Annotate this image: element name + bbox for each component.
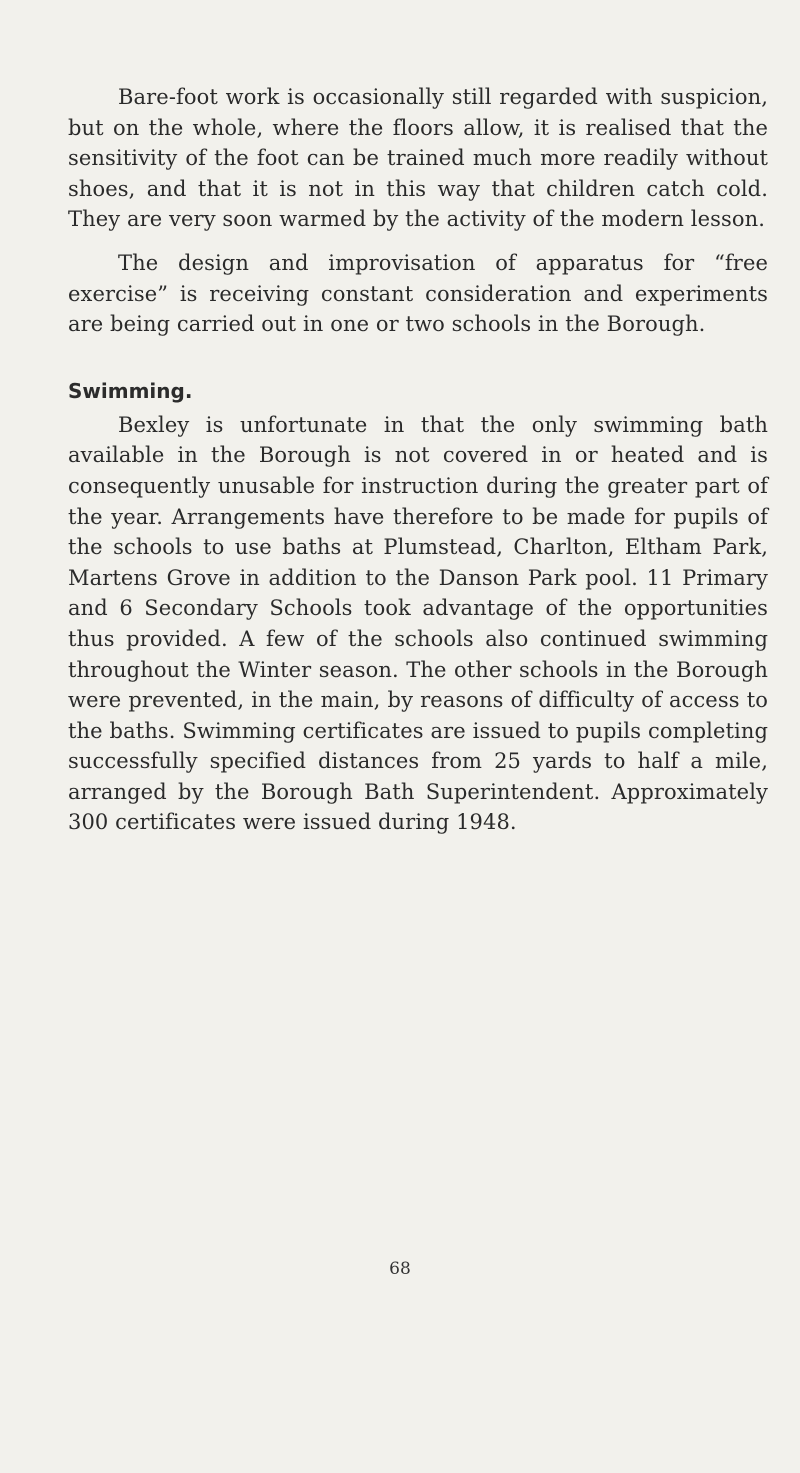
paragraph-apparatus-design: The design and improvisation of apparatus for “free exercise” is receiving constant consideration and experiments are being carried out in one or two schools in the Borough.	[68, 250, 768, 337]
section-heading-swimming: Swimming.	[68, 378, 193, 403]
paragraph-barefoot-work: Bare-foot work is occasionally still regarded with suspicion, but on the whole, where the floors allow, it is realised that the sensitivity of the foot can be trained much more readily without shoes, and that it is not in this way that children catch cold. They are very soon warmed by the activity of the modern lesson.	[68, 85, 768, 232]
paragraph-swimming: Bexley is unfortunate in that the only swimming bath available in the Borough is not covered in or heated and is consequently unusable for instruction during the greater part of the year. Arrangements have therefore to be made for pupils of the schools to use baths at Plumstead, Charlton, Eltham Park, Martens Grove in addition to the Danson Park pool. 11 Primary and 6 Secondary Schools took advantage of the opportunities thus provided. A few of the schools also continued swimming throughout the Winter season. The other schools in the Borough were prevented, in the main, by reasons of difficulty of access to the baths. Swimming certificates are issued to pupils completing successfully specified distances from 25 yards to half a mile, arranged by the Borough Bath Superintendent. Approximately 300 certificates were issued during 1948.	[68, 412, 768, 835]
page-number: 68	[389, 1259, 411, 1279]
page-body	[68, 82, 768, 838]
